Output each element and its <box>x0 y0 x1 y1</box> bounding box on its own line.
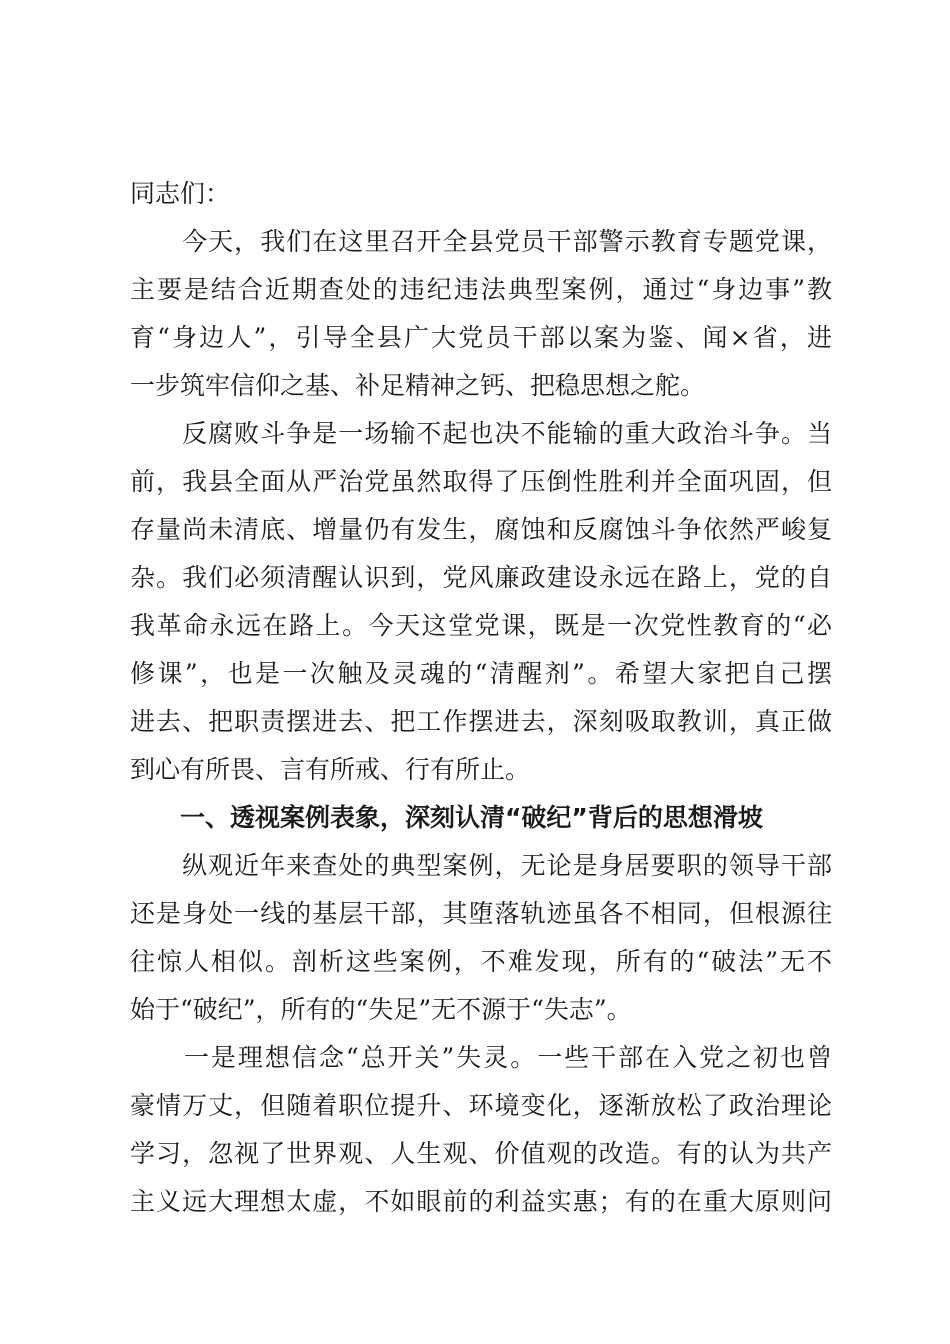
paragraph-ideals <box>130 1034 832 1226</box>
paragraph-line: 一步筑牢信仰之基、补足精神之钙、把稳思想之舵。 <box>130 371 706 400</box>
paragraph-case-overview <box>130 842 832 1034</box>
paragraph-anticorruption <box>130 410 832 794</box>
paragraph-line: 往惊人相似。剖析这些案例，不难发现，所有的“破法”无不 <box>130 947 832 976</box>
section-heading: 一、透视案例表象，深刻认清“破纪”背后的思想滑坡 <box>130 803 763 832</box>
paragraph-line: 反腐败斗争是一场输不起也决不能输的重大政治斗争。当 <box>130 419 832 448</box>
paragraph-line: 今天，我们在这里召开全县党员干部警示教育专题党课， <box>130 227 832 256</box>
paragraph-line: 前，我县全面从严治党虽然取得了压倒性胜利并全面巩固，但 <box>130 467 832 496</box>
paragraph-line: 杂。我们必须清醒认识到，党风廉政建设永远在路上，党的自 <box>130 563 832 592</box>
paragraph-line: 主要是结合近期查处的违纪违法典型案例，通过“身边事”教 <box>130 275 832 304</box>
paragraph-line: 进去、把职责摆进去、把工作摆进去，深刻吸取教训，真正做 <box>130 707 832 736</box>
paragraph-line: 纵观近年来查处的典型案例，无论是身居要职的领导干部 <box>130 851 832 880</box>
document-body <box>130 170 832 1226</box>
paragraph-line: 主义远大理想太虚，不如眼前的利益实惠；有的在重大原则问 <box>130 1187 832 1216</box>
paragraph-line: 育“身边人”，引导全县广大党员干部以案为鉴、闻×省，进 <box>130 323 832 352</box>
paragraph-line: 存量尚未清底、增量仍有发生，腐蚀和反腐蚀斗争依然严峻复 <box>130 515 832 544</box>
paragraph-line: 还是身处一线的基层干部，其堕落轨迹虽各不相同，但根源往 <box>130 899 832 928</box>
paragraph-line: 始于“破纪”，所有的“失足”无不源于“失志”。 <box>130 995 632 1024</box>
paragraph-line: 豪情万丈，但随着职位提升、环境变化，逐渐放松了政治理论 <box>130 1091 832 1120</box>
paragraph-line: 一是理想信念“总开关”失灵。一些干部在入党之初也曾 <box>130 1043 832 1072</box>
salutation: 同志们： <box>130 179 231 208</box>
paragraph-opening <box>130 218 832 410</box>
paragraph-line: 到心有所畏、言有所戒、行有所止。 <box>130 755 531 784</box>
paragraph-line: 我革命永远在路上。今天这堂党课，既是一次党性教育的“必 <box>130 611 832 640</box>
paragraph-line: 学习，忽视了世界观、人生观、价值观的改造。有的认为共产 <box>130 1139 832 1168</box>
paragraph-line: 修课”，也是一次触及灵魂的“清醒剂”。希望大家把自己摆 <box>130 659 832 688</box>
